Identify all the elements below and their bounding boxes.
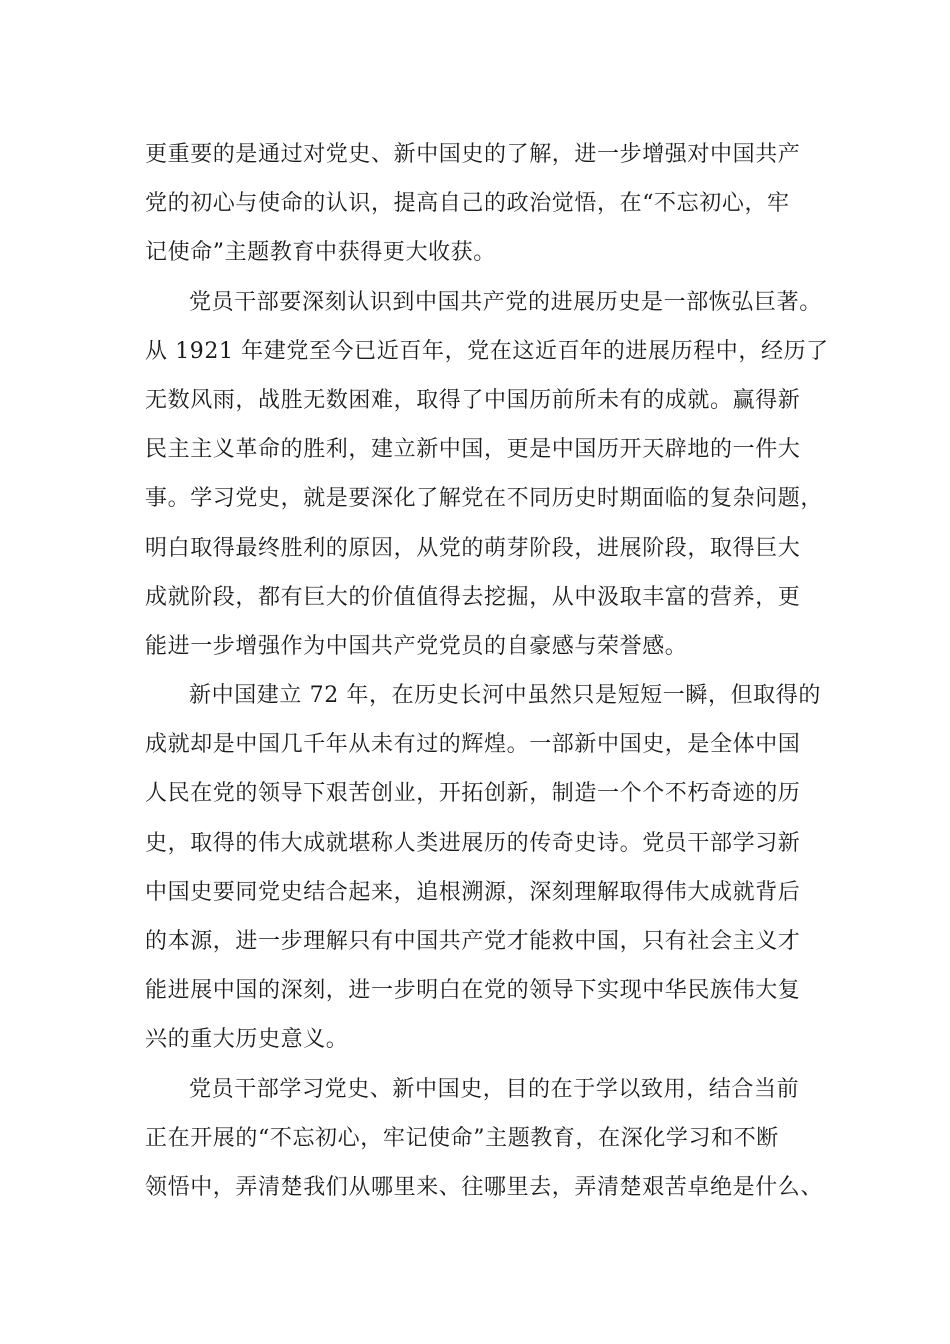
text-line: 正在开展的“不忘初心，牢记使命”主题教育，在深化学习和不断 (145, 1125, 779, 1151)
text-line: 更重要的是通过对党史、新中国史的了解，进一步增强对中国共产 (145, 142, 801, 167)
text-line: 记使命”主题教育中获得更大收获。 (145, 240, 496, 266)
paragraph-first-line: 党员干部学习党史、新中国史，目的在于学以致用，结合当前 (189, 1076, 800, 1102)
document-body (145, 130, 829, 1212)
text-line: 人民在党的领导下艰苦创业，开拓创新，制造一个个不朽奇迹的历 (145, 781, 801, 807)
text-line: 明白取得最终胜利的原因，从党的萌芽阶段，进展阶段，取得巨大 (145, 535, 801, 561)
text-line: 成就阶段，都有巨大的价值值得去挖掘，从中汲取丰富的营养，更 (145, 584, 801, 610)
text-line: 民主主义革命的胜利，建立新中国，更是中国历开天辟地的一件大 (145, 437, 801, 463)
text-line: 领悟中，弄清楚我们从哪里来、往哪里去，弄清楚艰苦卓绝是什么、 (145, 1174, 824, 1200)
text-line: 的本源，进一步理解只有中国共产党才能救中国，只有社会主义才 (145, 929, 801, 954)
paragraph-first-line: 党员干部要深刻认识到中国共产党的进展历史是一部恢弘巨著。 (189, 289, 822, 315)
text-line: 能进展中国的深刻，进一步明白在党的领导下实现中华民族伟大复 (145, 978, 801, 1004)
text-line: 党的初心与使命的认识，提高自己的政治觉悟，在“不忘初心，牢 (145, 191, 790, 217)
text-line: 兴的重大历史意义。 (145, 1027, 349, 1053)
text-line: 事。学习党史，就是要深化了解党在不同历史时期面临的复杂问题， (145, 486, 824, 512)
text-line: 中国史要同党史结合起来，追根溯源，深刻理解取得伟大成就背后 (145, 879, 801, 905)
text-line: 能进一步增强作为中国共产党党员的自豪感与荣誉感。 (145, 633, 688, 659)
paragraph-first-line: 新中国建立 72 年，在历史长河中虽然只是短短一瞬，但取得的 (189, 683, 821, 709)
text-line: 成就却是中国几千年从未有过的辉煌。一部新中国史，是全体中国 (145, 732, 801, 758)
text-line: 史，取得的伟大成就堪称人类进展历的传奇史诗。党员干部学习新 (145, 830, 801, 856)
text-line: 无数风雨，战胜无数困难，取得了中国历前所未有的成就。赢得新 (145, 387, 801, 413)
text-line: 从 1921 年建党至今已近百年，党在这近百年的进展历程中，经历了 (145, 338, 829, 364)
